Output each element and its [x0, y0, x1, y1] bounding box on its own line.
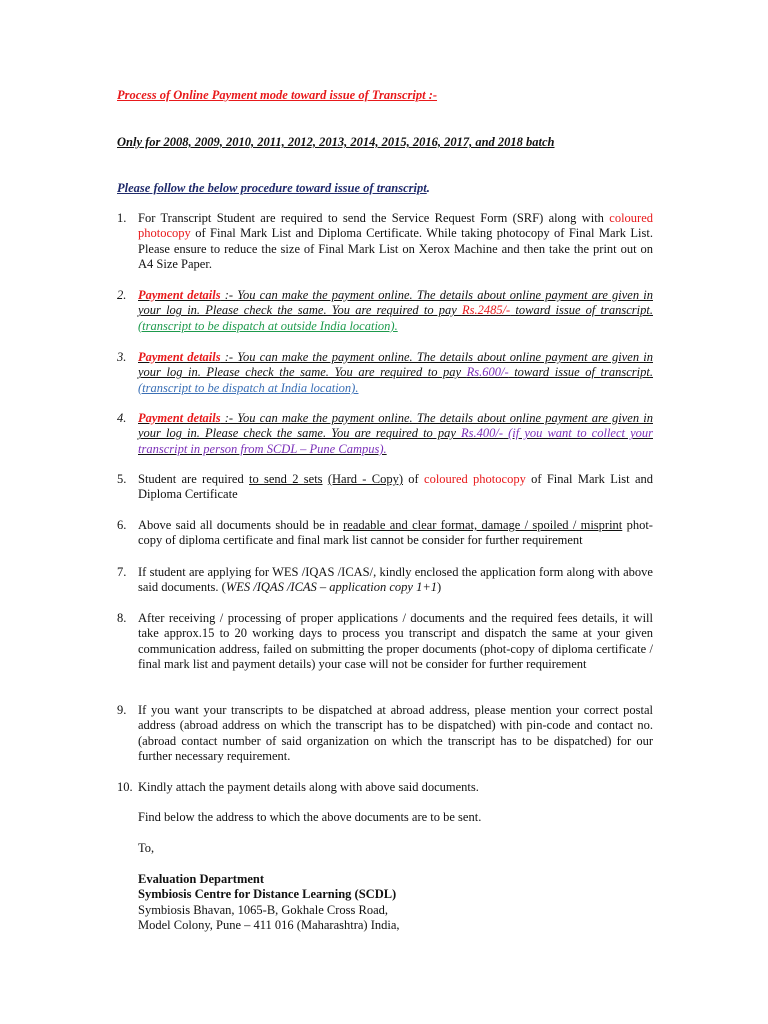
readable-format-requirement: readable and clear format, damage / spoiled / misprint	[343, 518, 623, 532]
item-text-part: of Final Mark List and Diploma Certificate	[138, 472, 653, 502]
mailing-address	[138, 872, 653, 934]
procedure-dot: .	[426, 181, 430, 195]
item-text: Kindly attach the payment details along with above said documents.	[138, 780, 479, 794]
item-text	[138, 288, 653, 319]
list-item-8	[117, 611, 653, 673]
procedure-text: Please follow the below procedure toward issue of transcript	[117, 181, 427, 195]
item-number: 1.	[117, 211, 127, 225]
collect-in-person-note: (if you want to collect your transcript in person from SCDL – Pune Campus).	[138, 426, 653, 456]
dispatch-note-india: (transcript to be dispatch at India location).	[138, 381, 359, 395]
item-number: 4.	[117, 411, 127, 425]
item-text-part: )	[437, 580, 442, 595]
document-title: Process of Online Payment mode toward issue of Transcript :-	[117, 88, 438, 102]
amount-400: Rs.400/-	[461, 426, 504, 441]
item-number: 7.	[117, 565, 127, 579]
item-text	[138, 411, 653, 457]
highlight-coloured-photocopy: coloured photocopy	[424, 472, 526, 486]
item-text-part: For Transcript Student are required to send the Service Request Form (SRF) along with	[138, 211, 610, 225]
address-line-2: Model Colony, Pune – 411 016 (Maharashtra) India,	[138, 918, 400, 933]
find-below-text: Find below the address to which the above documents are to be sent.	[138, 810, 482, 824]
item-text	[138, 350, 653, 381]
item-text-part: Student are required	[138, 472, 249, 486]
list-item-7	[117, 565, 653, 596]
item-number: 6.	[117, 518, 127, 532]
amount-600: Rs.600/-	[466, 365, 509, 380]
item-text-part: :- You can make the payment online. The details about online payment are given in your log in. Please check the same. You are required to pay	[138, 288, 653, 318]
batch-line: Only for 2008, 2009, 2010, 2011, 2012, 2013, 2014, 2015, 2016, 2017, and 2018 batch	[117, 135, 555, 149]
payment-details-label: Payment details	[138, 288, 221, 302]
list-item-5	[117, 472, 653, 503]
item-text: If you want your transcripts to be dispatched at abroad address, please mention your correct postal address (abroad address on which the transcript has to be dispatched) with pin-code and contact no. (abroad contact number of said organization on which the transcript has to be dispatched) for our further necessary requirement.	[138, 703, 653, 764]
item-number: 10.	[117, 780, 133, 794]
application-copy-note: WES /IQAS /ICAS – application copy 1+1	[225, 580, 438, 595]
amount-2485: Rs.2485/-	[461, 303, 511, 318]
address-organization: Symbiosis Centre for Distance Learning (SCDL)	[138, 887, 397, 902]
list-item-2	[117, 288, 653, 319]
item-text	[138, 211, 653, 273]
address-department: Evaluation Department	[138, 872, 265, 886]
item-text-part: toward issue of transcript.	[508, 365, 653, 380]
item-number: 5.	[117, 472, 127, 486]
item-text	[138, 472, 653, 503]
list-item-1	[117, 211, 653, 273]
send-2-sets: to send 2 sets	[249, 472, 323, 486]
dispatch-note-outside-india: (transcript to be dispatch at outside India location).	[138, 319, 398, 333]
item-text-part: of Final Mark List and Diploma Certificate. While taking photocopy of Final Mark List. Please ensure to reduce the size of Final Mark List on Xerox Machine and then take the print out on A4 Size Paper.	[138, 226, 653, 272]
item-text-part: phot-copy of diploma certificate and final mark list cannot be consider for further requirement	[138, 518, 653, 548]
payment-details-label: Payment details	[138, 350, 221, 364]
list-item-6	[117, 518, 653, 549]
item-text	[138, 565, 653, 596]
item-text: After receiving / processing of proper applications / documents and the required fees details, it will take approx.15 to 20 working days to process you transcript and dispatch the same at your given communication address, failed on submitting the proper documents (phot-copy of diploma certificate / final mark list and payment details) your case will not be consider for further requirement	[138, 611, 653, 672]
list-item-9	[117, 703, 653, 765]
item-text-part: toward issue of transcript.	[510, 303, 653, 318]
list-item-10	[117, 780, 653, 795]
item-text-part: :- You can make the payment online. The details about online payment are given in your log in. Please check the same. You are required to pay	[138, 350, 653, 380]
procedure-line	[117, 181, 430, 196]
item-number: 9.	[117, 703, 127, 717]
item-text-part: Above said all documents should be in	[138, 518, 344, 532]
address-line-1: Symbiosis Bhavan, 1065-B, Gokhale Cross Road,	[138, 902, 388, 917]
item-number: 3.	[117, 350, 127, 364]
highlight-coloured-photocopy: coloured photocopy	[138, 211, 653, 241]
list-item-4	[117, 411, 653, 457]
item-text-part: If student are applying for WES /IQAS /ICAS/, kindly enclosed the application form along with above said documents. (	[138, 565, 653, 595]
hard-copy: (Hard - Copy)	[327, 472, 403, 486]
payment-details-label: Payment details	[138, 411, 221, 425]
item-text-part: :- You can make the payment online. The details about online payment are given in your log in. Please check the same. You are required to pay	[138, 411, 653, 441]
item-text	[138, 518, 653, 549]
salutation: To,	[138, 841, 155, 855]
list-item-3	[117, 350, 653, 381]
item-number: 8.	[117, 611, 127, 625]
item-text-part: of	[403, 472, 425, 486]
item-number: 2.	[117, 288, 127, 302]
